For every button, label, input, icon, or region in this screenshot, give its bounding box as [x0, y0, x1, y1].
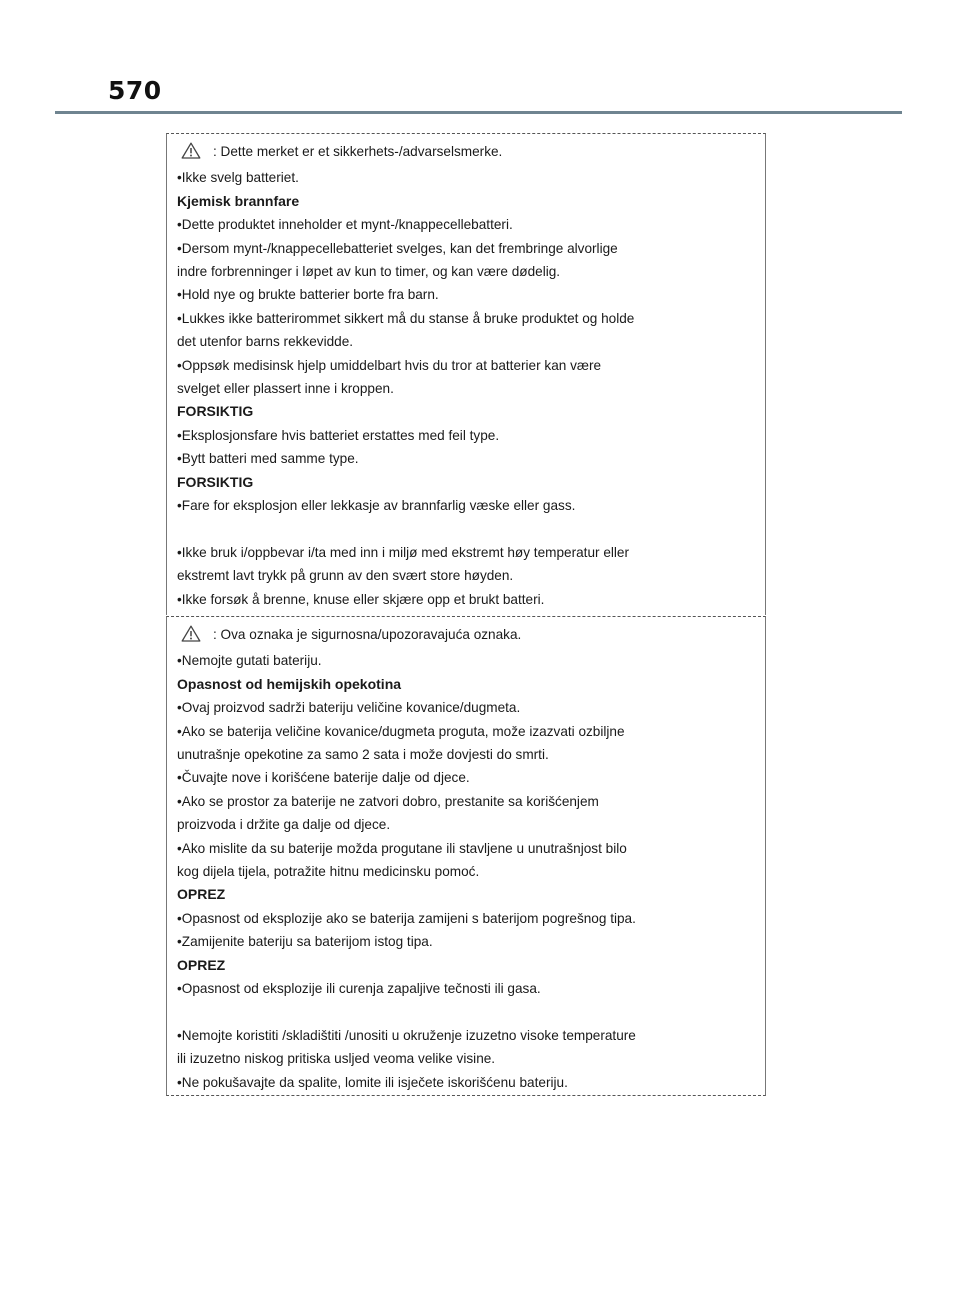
- warning-triangle-icon: [181, 625, 201, 649]
- page-number: 570: [108, 76, 162, 105]
- section-content: [177, 623, 757, 1094]
- text-line: •Eksplosjonsfare hvis batteriet erstattes med feil type.: [177, 427, 500, 443]
- text-line: •Oppsøk medisinsk hjelp umiddelbart hvis du tror at batterier kan være: [177, 357, 602, 373]
- text-line: •Ikke bruk i/oppbevar i/ta med inn i miljø med ekstremt høy temperatur eller: [177, 544, 630, 560]
- section-heading: Opasnost od hemijskih opekotina: [177, 675, 402, 692]
- text-line: •Ako se prostor za baterije ne zatvori dobro, prestanite sa korišćenjem: [177, 793, 599, 809]
- warning-box-norwegian: [166, 133, 766, 615]
- section-heading: OPREZ: [177, 886, 226, 903]
- warning-line: [177, 623, 757, 649]
- text-line: •Opasnost od eksplozije ili curenja zapaljive tečnosti ili gasa.: [177, 981, 541, 997]
- text-line: det utenfor barns rekkevidde.: [177, 334, 354, 350]
- section-heading: FORSIKTIG: [177, 473, 254, 490]
- text-line: indre forbrenninger i løpet av kun to timer, og kan være dødelig.: [177, 264, 561, 280]
- text-line: •Fare for eksplosjon eller lekkasje av brannfarlig væske eller gass.: [177, 498, 576, 514]
- text-line: •Dette produktet inneholder et mynt-/knappecellebatteri.: [177, 217, 513, 233]
- text-line: •Ovaj proizvod sadrži bateriju veličine kovanice/dugmeta.: [177, 700, 521, 716]
- warning-text: : Dette merket er et sikkerhets-/advarselsmerke.: [213, 144, 503, 159]
- section-heading: FORSIKTIG: [177, 403, 254, 420]
- section-heading: OPREZ: [177, 956, 226, 973]
- text-line: •Ikke svelg batteriet.: [177, 170, 299, 186]
- text-line: proizvoda i držite ga dalje od djece.: [177, 817, 391, 833]
- text-line: kog dijela tijela, potražite hitnu medicinsku pomoć.: [177, 864, 480, 880]
- text-line: •Hold nye og brukte batterier borte fra barn.: [177, 287, 439, 303]
- text-line: •Ne pokušavajte da spalite, lomite ili isječete iskorišćenu bateriju.: [177, 1074, 568, 1090]
- text-line: •Nemojte koristiti /skladištiti /unositi u okruženje izuzetno visoke temperature: [177, 1027, 636, 1043]
- blank-line: [177, 518, 757, 541]
- text-line: •Ako se baterija veličine kovanice/dugmeta proguta, može izazvati ozbiljne: [177, 723, 625, 739]
- text-line: ekstremt lavt trykk på grunn av den svært store høyden.: [177, 568, 514, 584]
- blank-line: [177, 1001, 757, 1024]
- section-heading: Kjemisk brannfare: [177, 192, 300, 209]
- header-rule: [55, 111, 902, 114]
- section-content: [177, 140, 757, 611]
- text-line: unutrašnje opekotine za samo 2 sata i može dovjesti do smrti.: [177, 747, 549, 763]
- text-line: •Lukkes ikke batterirommet sikkert må du stanse å bruke produktet og holde: [177, 310, 635, 326]
- warning-box-croatian: [166, 616, 766, 1096]
- text-line: ili izuzetno niskog pritiska usljed veoma velike visine.: [177, 1051, 496, 1067]
- warning-triangle-icon: [181, 142, 201, 166]
- text-line: •Bytt batteri med samme type.: [177, 451, 359, 467]
- text-line: •Nemojte gutati bateriju.: [177, 653, 322, 669]
- text-line: •Ikke forsøk å brenne, knuse eller skjære opp et brukt batteri.: [177, 591, 545, 607]
- text-line: •Čuvajte nove i korišćene baterije dalje od djece.: [177, 770, 470, 786]
- text-line: •Ako mislite da su baterije možda progutane ili stavljene u unutrašnjost bilo: [177, 840, 627, 856]
- text-line: svelget eller plassert inne i kroppen.: [177, 381, 394, 397]
- warning-text: : Ova oznaka je sigurnosna/upozoravajuća oznaka.: [213, 627, 522, 642]
- warning-line: [177, 140, 757, 166]
- text-line: •Opasnost od eksplozije ako se baterija zamijeni s baterijom pogrešnog tipa.: [177, 910, 636, 926]
- text-line: •Zamijenite bateriju sa baterijom istog tipa.: [177, 934, 433, 950]
- text-line: •Dersom mynt-/knappecellebatteriet svelges, kan det frembringe alvorlige: [177, 240, 618, 256]
